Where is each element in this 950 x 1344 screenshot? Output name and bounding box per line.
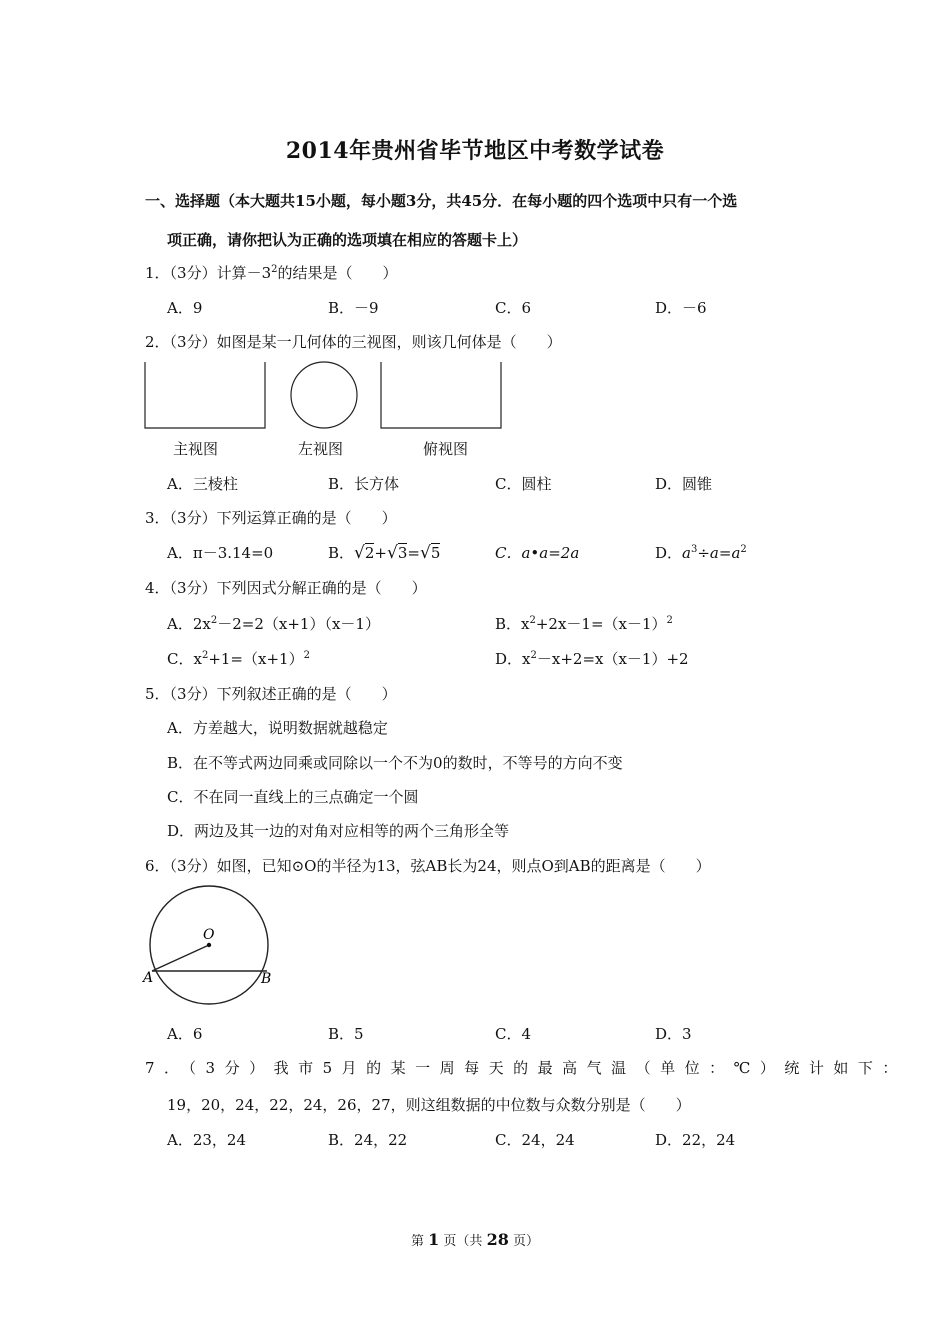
question-4-stem: 4．（3分）下列因式分解正确的是（ ） (145, 579, 427, 597)
question-5-stem: 5．（3分）下列叙述正确的是（ ） (145, 685, 397, 703)
q4-c-sup: 2 (201, 650, 209, 661)
q3-b-eq: = (407, 544, 420, 562)
radius-oa (152, 945, 209, 971)
q1-option-a[interactable]: A．9 (167, 299, 203, 317)
q1-sup: 2 (271, 264, 278, 275)
q1-option-d[interactable]: D．－6 (655, 299, 707, 317)
q1-stem-a: 1．（3分）计算－3 (145, 264, 272, 282)
q4-c-part1: C．x (167, 650, 202, 668)
q6-option-d[interactable]: D．3 (655, 1025, 692, 1043)
circle-figure (140, 884, 280, 1014)
front-view-shape (145, 362, 265, 428)
q6-option-a[interactable]: A．6 (167, 1025, 203, 1043)
q4-option-a[interactable] (167, 613, 380, 634)
footer-page-number: 1 (428, 1230, 440, 1249)
q3-option-c[interactable]: C．a•a=2a (495, 544, 580, 562)
q3-b-radicand-3: 5 (430, 544, 441, 562)
q3-d-a: a (682, 544, 691, 562)
q4-b-sup: 2 (529, 615, 536, 626)
q6-option-c[interactable]: C．4 (495, 1025, 532, 1043)
q3-d-sup1: 3 (690, 544, 698, 555)
footer-mid: 页（共 (439, 1234, 487, 1249)
center-point (207, 943, 211, 947)
label-b: B (261, 971, 272, 987)
q1-option-b[interactable]: B．－9 (328, 299, 379, 317)
q7-option-b[interactable]: B．24，22 (328, 1131, 408, 1149)
q3-d-sup2: 2 (740, 544, 747, 555)
q4-a-part1: A．2x (167, 615, 211, 633)
question-2-stem: 2．（3分）如图是某一几何体的三视图，则该几何体是（ ） (145, 333, 562, 351)
q4-option-d[interactable] (495, 648, 689, 669)
q5-option-b[interactable]: B．在不等式两边同乘或同除以一个不为0的数时，不等号的方向不变 (167, 754, 623, 772)
q4-d-part1: D．x (495, 650, 531, 668)
q6-option-b[interactable]: B．5 (328, 1025, 364, 1043)
front-view-caption: 主视图 (173, 440, 219, 458)
q4-c-sup2: 2 (303, 650, 310, 661)
q3-option-d[interactable] (655, 542, 747, 563)
q4-a-sup: 2 (210, 615, 218, 626)
q2-option-a[interactable]: A．三棱柱 (167, 475, 238, 493)
q3-option-a[interactable]: A．π－3.14=0 (167, 544, 274, 562)
q3-d-mid: ÷a=a (697, 544, 741, 562)
q2-option-b[interactable]: B．长方体 (328, 475, 400, 493)
q7-option-a[interactable]: A．23，24 (167, 1131, 247, 1149)
q5-option-a[interactable]: A．方差越大，说明数据就越稳定 (167, 719, 388, 737)
q5-option-c[interactable]: C．不在同一直线上的三点确定一个圆 (167, 788, 419, 806)
page-footer (0, 1230, 950, 1249)
q3-option-b[interactable]: B．√2+√3=√5 (328, 543, 441, 563)
q1-option-c[interactable]: C．6 (495, 299, 532, 317)
q3-b-plus: + (374, 544, 387, 562)
footer-pre: 第 (411, 1234, 429, 1249)
question-6-stem: 6．（3分）如图，已知⊙O的半径为13，弦AB长为24，则点O到AB的距离是（ ） (145, 857, 711, 875)
q3-b-radicand-2: 3 (397, 544, 408, 562)
q5-option-d[interactable]: D．两边及其一边的对角对应相等的两个三角形全等 (167, 822, 510, 840)
q3-d-prefix: D． (655, 544, 683, 562)
label-o: O (203, 927, 215, 943)
q4-b-sup2: 2 (666, 615, 673, 626)
q7-option-c[interactable]: C．24，24 (495, 1131, 575, 1149)
q3-b-prefix: B． (328, 544, 355, 562)
q4-option-b[interactable] (495, 613, 673, 634)
label-a: A (143, 970, 154, 986)
q4-b-part1: B．x (495, 615, 530, 633)
top-view-shape (381, 362, 501, 428)
question-7-stem-line1: 7．（3分）我市5月的某一周每天的最高气温（单位：℃）统计如下： (145, 1059, 907, 1077)
q4-d-sup: 2 (530, 650, 537, 661)
page-title: 2014年贵州省毕节地区中考数学试卷 (285, 138, 665, 164)
question-3-stem: 3．（3分）下列运算正确的是（ ） (145, 509, 397, 527)
q1-stem-b: 的结果是（ ） (277, 264, 398, 282)
side-view-caption: 左视图 (298, 440, 344, 458)
q4-c-part2: +1=（x+1） (208, 650, 304, 668)
q7-option-d[interactable]: D．22，24 (655, 1131, 736, 1149)
question-1-stem (145, 262, 398, 283)
q3-b-radicand-1: 2 (364, 544, 375, 562)
q2-option-c[interactable]: C．圆柱 (495, 475, 552, 493)
q4-b-part2: +2x－1=（x－1） (535, 615, 667, 633)
q4-d-part2: －x+2=x（x－1）+2 (536, 650, 689, 668)
q4-option-c[interactable] (167, 648, 310, 669)
section-header-line2: 项正确，请你把认为正确的选项填在相应的答题卡上） (167, 231, 528, 249)
footer-total-pages: 28 (486, 1230, 509, 1249)
three-views-figure (140, 360, 520, 440)
q2-option-d[interactable]: D．圆锥 (655, 475, 713, 493)
question-7-stem-line2: 19，20，24，22，24，26，27，则这组数据的中位数与众数分别是（ ） (167, 1096, 691, 1114)
q4-a-part2: －2=2（x+1）（x－1） (217, 615, 380, 633)
top-view-caption: 俯视图 (423, 440, 469, 458)
side-view-circle (291, 362, 357, 428)
section-header-line1: 一、选择题（本大题共15小题，每小题3分，共45分．在每小题的四个选项中只有一个选 (145, 192, 738, 210)
footer-post: 页） (508, 1234, 539, 1249)
